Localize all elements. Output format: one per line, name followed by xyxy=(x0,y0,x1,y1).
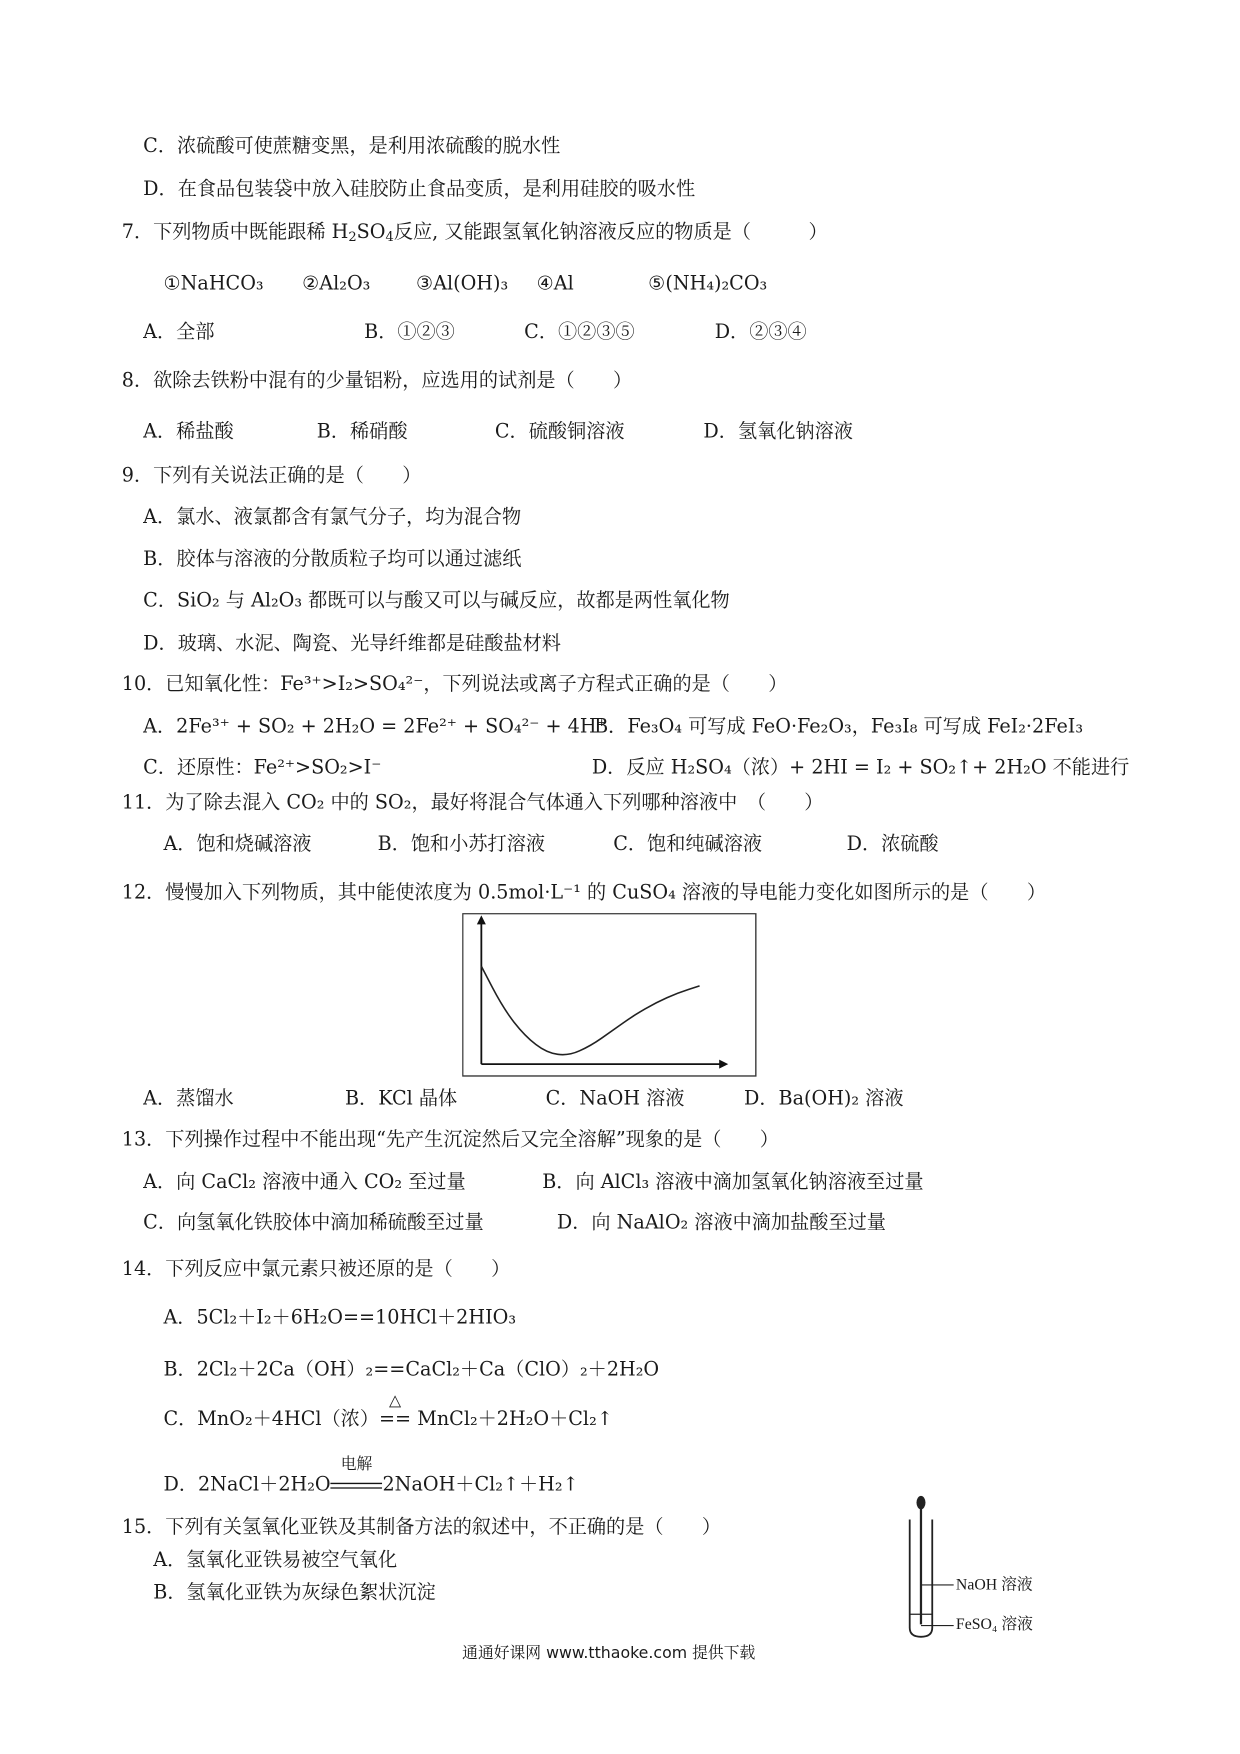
q14-option-a: A．5Cl₂＋I₂＋6H₂O==10HCl＋2HIO₃ xyxy=(163,1306,517,1330)
heat-symbol: △ xyxy=(388,1392,402,1411)
conductivity-curve xyxy=(481,966,699,1054)
q6-option-c: C．浓硫酸可使蔗糖变黑，是利用浓硫酸的脱水性 xyxy=(143,135,561,158)
equals-bar xyxy=(331,1480,383,1491)
footer: 通通好课网 www.tthaoke.com 提供下载 xyxy=(462,1644,756,1663)
q11-stem: 11．为了除去混入 CO₂ 中的 SO₂，最好将混合气体通入下列哪种溶液中 （ ） xyxy=(121,791,824,814)
q15-option-a: A．氢氧化亚铁易被空气氧化 xyxy=(153,1548,398,1572)
electrolysis-label: 电解 xyxy=(340,1455,373,1474)
q8-stem: 8．欲除去铁粉中混有的少量铝粉，应选用的试剂是（ ） xyxy=(121,369,633,393)
q6-option-d: D．在食品包装袋中放入硅胶防止食品变质，是利用硅胶的吸水性 xyxy=(143,178,696,201)
q9-option-a: A．氯水、液氯都含有氯气分子，均为混合物 xyxy=(143,506,522,529)
q7-option-b: B．①②③ xyxy=(364,321,455,344)
chart-frame xyxy=(463,914,756,1076)
q8-option-a: A．稀盐酸 xyxy=(143,420,234,444)
q9-stem: 9．下列有关说法正确的是（ ） xyxy=(121,464,422,487)
naoh-label: NaOH 溶液 xyxy=(955,1577,1033,1594)
feso4-label: FeSO₄ 溶液 xyxy=(955,1616,1033,1634)
q15-option-b: B．氢氧化亚铁为灰绿色絮状沉淀 xyxy=(153,1581,436,1605)
q7-stem: 7．下列物质中既能跟稀 $H_2SO_4$反应, 又能跟氢氧化钠溶液反应的物质是（ ） xyxy=(121,220,828,245)
q13-stem: 13．下列操作过程中不能出现“先产生沉淀然后又完全溶解”现象的是（ ） xyxy=(121,1128,779,1151)
x-axis-arrow xyxy=(719,1060,728,1069)
dropper-bulb xyxy=(916,1496,925,1510)
q14-option-b: B．2Cl₂＋2Ca（OH）₂==CaCl₂＋Ca（ClO）₂＋2H₂O xyxy=(163,1358,660,1381)
q8-option-b: B．稀硝酸 xyxy=(316,420,408,444)
q11-option-b: B．饱和小苏打溶液 xyxy=(377,833,546,856)
conductivity-chart xyxy=(462,913,757,1078)
q7-list-5: ⑤(NH₄)₂CO₃ xyxy=(648,272,768,296)
q13-option-c: C．向氢氧化铁胶体中滴加稀硫酸至过量 xyxy=(143,1211,484,1235)
q7-list-2: ②Al₂O₃ xyxy=(302,272,371,296)
q10-option-c: C．还原性：Fe²⁺>SO₂>I⁻ xyxy=(143,756,382,779)
q10-stem: 10．已知氧化性：Fe³⁺>I₂>SO₄²⁻，下列说法或离子方程式正确的是（ ） xyxy=(121,672,788,696)
q7-list-4: ④Al xyxy=(536,272,574,296)
q10-option-b: B．Fe₃O₄ 可写成 FeO·Fe₂O₃，Fe₃I₈ 可写成 FeI₂·2FeI₃ xyxy=(594,715,1084,739)
q11-option-d: D．浓硫酸 xyxy=(846,833,939,856)
q10-option-d: D．反应 H₂SO₄（浓）+ 2HI = I₂ + SO₂↑+ 2H₂O 不能进行 xyxy=(591,756,1130,779)
q7-list-1: ①NaHCO₃ xyxy=(163,272,264,296)
q7-option-a: A．全部 xyxy=(143,321,215,344)
q14-option-c: C．MnO₂＋4HCl（浓） △ == MnCl₂＋2H₂O＋Cl₂↑ xyxy=(163,1407,612,1432)
q9-option-b: B．胶体与溶液的分散质粒子均可以通过滤纸 xyxy=(143,547,522,571)
y-axis-arrow xyxy=(477,915,486,924)
q11-option-c: C．饱和纯碱溶液 xyxy=(613,833,763,856)
q9-option-c: C．SiO₂ 与 Al₂O₃ 都既可以与酸又可以与碱反应，故都是两性氧化物 xyxy=(143,589,730,613)
q9-option-d: D．玻璃、水泥、陶瓷、光导纤维都是硅酸盐材料 xyxy=(143,632,561,655)
q12-option-b: B．KCl 晶体 xyxy=(344,1087,458,1111)
q12-stem: 12．慢慢加入下列物质，其中能使浓度为 0.5mol·L⁻¹ 的 CuSO₄ 溶液的导电能力变化如图所示的是（ ） xyxy=(121,881,1047,905)
q12-option-d: D．Ba(OH)₂ 溶液 xyxy=(743,1087,904,1111)
q7-option-d: D．②③④ xyxy=(714,321,807,344)
q14-stem: 14．下列反应中氯元素只被还原的是（ ） xyxy=(121,1258,511,1281)
q13-option-a: A．向 CaCl₂ 溶液中通入 CO₂ 至过量 xyxy=(143,1171,466,1194)
q10-option-a: A．2Fe³⁺ + SO₂ + 2H₂O = 2Fe²⁺ + SO₄²⁻ + 4H⁺ xyxy=(143,715,607,739)
q7-option-c: C．①②③⑤ xyxy=(524,321,635,344)
q7-list-3: ③Al(OH)₃ xyxy=(415,272,509,296)
q13-option-b: B．向 AlCl₃ 溶液中滴加氢氧化钠溶液至过量 xyxy=(542,1171,924,1194)
q12-option-c: C．NaOH 溶液 xyxy=(545,1087,685,1111)
q14-option-d: D．2NaCl＋2H₂O 电解 2NaOH＋Cl₂↑＋H₂↑ xyxy=(163,1472,578,1497)
q8-option-d: D．氢氧化钠溶液 xyxy=(703,420,853,444)
q8-option-c: C．硫酸铜溶液 xyxy=(494,420,625,444)
q15-stem: 15．下列有关氢氧化亚铁及其制备方法的叙述中，不正确的是（ ） xyxy=(121,1516,722,1539)
q11-option-a: A．饱和烧碱溶液 xyxy=(163,833,312,856)
q13-option-d: D．向 NaAlO₂ 溶液中滴加盐酸至过量 xyxy=(556,1211,886,1235)
q12-option-a: A．蒸馏水 xyxy=(143,1087,234,1111)
